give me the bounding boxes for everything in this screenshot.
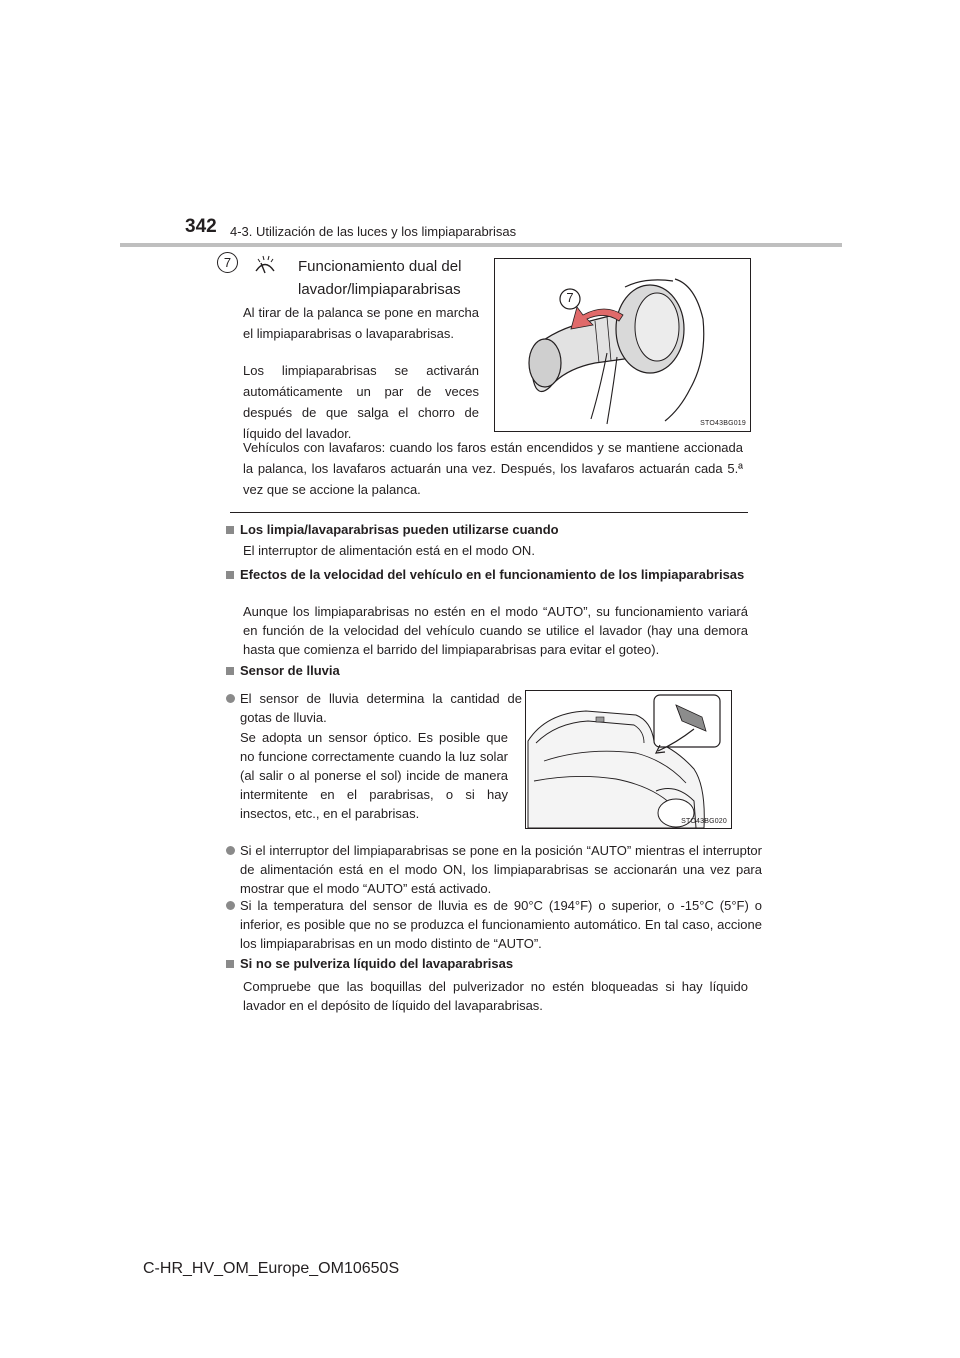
note-heading-text: Los limpia/lavaparabrisas pueden utilizarse cuando <box>240 522 559 537</box>
note-text: El interruptor de alimentación está en el modo ON. <box>243 543 535 558</box>
square-bullet-icon <box>226 960 234 968</box>
washer-wiper-icon <box>254 254 276 276</box>
round-bullet-icon <box>226 694 235 703</box>
feature-title: Funcionamiento dual del lavador/limpiaparabrisas <box>298 258 462 298</box>
list-item: El sensor de lluvia determina la cantidad de gotas de lluvia. <box>226 689 522 727</box>
list-item: Si la temperatura del sensor de lluvia es de 90°C (194°F) o superior, o -15°C (5°F) o inferior, es posible que no se produzca el funcionamiento automático. En tal caso, accione los limpiaparabrisas en un modo distinto de “AUTO”. <box>226 896 762 953</box>
square-bullet-icon <box>226 667 234 675</box>
figure-code: STO43BG019 <box>700 420 746 427</box>
note-heading-text: Si no se pulveriza líquido del lavaparabrisas <box>240 956 514 971</box>
note-heading <box>226 521 746 539</box>
figure-callout-number: 7 <box>566 290 574 305</box>
item-number-badge: 7 <box>217 252 238 273</box>
feature-note: Vehículos con lavafaros: cuando los faros están encendidos y se mantiene accionada la palanca, los lavafaros actuarán una vez. Después, los lavafaros actuarán cada 5.ª vez que se accione la palanca. <box>243 440 743 497</box>
figure-code: STO43BG020 <box>681 818 727 825</box>
feature-description: Al tirar de la palanca se pone en marcha el limpiaparabrisas o lavaparabrisas. <box>243 305 479 341</box>
note-text: Aunque los limpiaparabrisas no estén en el modo “AUTO”, su funcionamiento variará en función de la velocidad del vehículo cuando se utilice el lavador (hay una demora hasta que comienza el barrido del limpiaparabrisas para evitar el goteo). <box>243 604 748 657</box>
list-item: Si el interruptor del limpiaparabrisas se pone en la posición “AUTO” mientras el interruptor de alimentación está en el modo ON, los limpiaparabrisas se accionarán una vez para mostrar que el modo “AUTO” está activado. <box>226 841 762 898</box>
square-bullet-icon <box>226 526 234 534</box>
rain-sensor-illustration <box>525 690 732 829</box>
round-bullet-icon <box>226 901 235 910</box>
note-heading-text: Sensor de lluvia <box>240 663 340 678</box>
document-code: C-HR_HV_OM_Europe_OM10650S <box>143 1260 400 1277</box>
list-item-continuation: Se adopta un sensor óptico. Es posible que no funcione correctamente cuando la luz solar (al salir o al ponerse el sol) incide de manera intermitente en el parabrisas, o si hay insectos, etc., en el parabrisas. <box>240 730 508 821</box>
note-heading <box>226 662 746 680</box>
page-number: 342 <box>185 216 217 237</box>
feature-description-2: Los limpiaparabrisas se activarán automáticamente un par de veces después de que salga el chorro de líquido del lavador. <box>243 363 479 441</box>
square-bullet-icon <box>226 571 234 579</box>
header-rule <box>120 243 842 247</box>
wiper-lever-illustration <box>494 258 751 432</box>
note-heading <box>226 955 746 973</box>
note-text: Compruebe que las boquillas del pulverizador no estén bloqueadas si hay líquido lavador en el depósito de líquido del lavaparabrisas. <box>243 979 748 1013</box>
round-bullet-icon <box>226 846 235 855</box>
section-title: 4-3. Utilización de las luces y los limpiaparabrisas <box>230 224 517 239</box>
note-heading-text: Efectos de la velocidad del vehículo en el funcionamiento de los limpiaparabrisas <box>240 567 745 582</box>
note-heading <box>226 566 748 584</box>
section-divider <box>230 512 748 513</box>
